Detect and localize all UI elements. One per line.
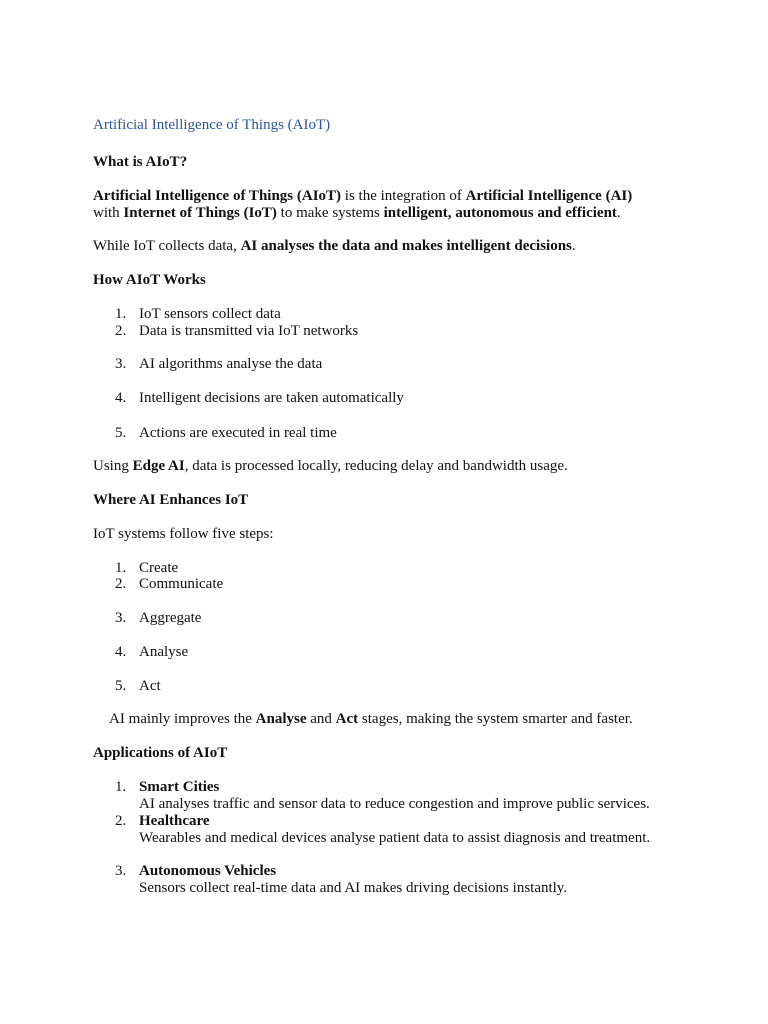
list-item: Data is transmitted via IoT networks xyxy=(139,323,359,339)
application-title: Autonomous Vehicles xyxy=(139,863,277,879)
application-title: Smart Cities xyxy=(139,779,220,795)
iot-vs-ai-paragraph: While IoT collects data, AI analyses the data and makes intelligent decisions. xyxy=(93,238,576,254)
list-item: Analyse xyxy=(139,644,189,660)
list-number: 2. xyxy=(115,576,127,592)
application-description: AI analyses traffic and sensor data to reduce congestion and improve public services. xyxy=(139,796,650,812)
list-item: Actions are executed in real time xyxy=(139,425,337,441)
list-item: IoT sensors collect data xyxy=(139,306,281,322)
heading-what-is-aiot: What is AIoT? xyxy=(93,154,188,170)
application-description: Wearables and medical devices analyse patient data to assist diagnosis and treatment. xyxy=(139,830,651,846)
list-item: Intelligent decisions are taken automatically xyxy=(139,390,404,406)
five-steps-intro: IoT systems follow five steps: xyxy=(93,526,274,542)
list-item: Act xyxy=(139,678,161,694)
list-item: AI algorithms analyse the data xyxy=(139,356,323,372)
list-number: 3. xyxy=(115,356,127,372)
list-number: 2. xyxy=(115,813,127,829)
definition-line-2: with Internet of Things (IoT) to make systems intelligent, autonomous and efficient. xyxy=(93,205,621,221)
heading-applications: Applications of AIoT xyxy=(93,745,228,761)
list-number: 1. xyxy=(115,306,127,322)
list-number: 2. xyxy=(115,323,127,339)
list-item: Aggregate xyxy=(139,610,202,626)
list-number: 3. xyxy=(115,610,127,626)
ai-improvement-note: AI mainly improves the Analyse and Act stages, making the system smarter and faster. xyxy=(109,711,633,727)
document-title: Artificial Intelligence of Things (AIoT) xyxy=(93,117,331,133)
application-title: Healthcare xyxy=(139,813,210,829)
heading-how-aiot-works: How AIoT Works xyxy=(93,272,206,288)
list-number: 1. xyxy=(115,560,127,576)
list-number: 4. xyxy=(115,644,127,660)
list-item: Communicate xyxy=(139,576,224,592)
list-number: 4. xyxy=(115,390,127,406)
list-number: 5. xyxy=(115,425,127,441)
application-description: Sensors collect real-time data and AI makes driving decisions instantly. xyxy=(139,880,568,896)
list-number: 5. xyxy=(115,678,127,694)
heading-where-ai-enhances-iot: Where AI Enhances IoT xyxy=(93,492,249,508)
definition-line-1: Artificial Intelligence of Things (AIoT) is the integration of Artificial Intelligence (AI) xyxy=(93,188,633,204)
list-number: 1. xyxy=(115,779,127,795)
edge-ai-paragraph: Using Edge AI, data is processed locally, reducing delay and bandwidth usage. xyxy=(93,458,568,474)
list-item: Create xyxy=(139,560,179,576)
list-number: 3. xyxy=(115,863,127,879)
